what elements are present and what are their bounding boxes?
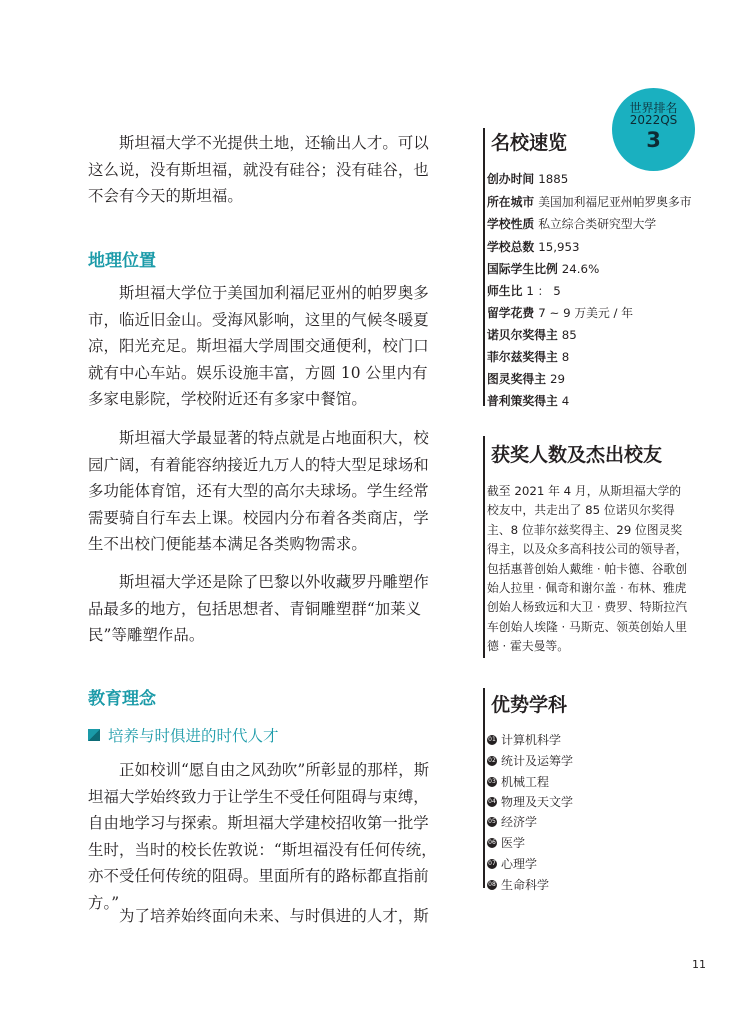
edu-paragraph-2: 为了培养始终面向未来、与时俱进的人才，斯 <box>119 907 429 925</box>
subject-item: 04 物理及天文学 <box>488 795 574 809</box>
fact-item: 普利策奖得主 4 <box>487 394 570 408</box>
number-icon: 01 <box>488 736 496 743</box>
ranking-badge <box>612 88 695 171</box>
fact-item: 图灵奖得主 29 <box>487 372 566 386</box>
fact-item: 所在城市 美国加利福尼亚州帕罗奥多市 <box>487 195 692 209</box>
geo-paragraph-1: 斯坦福大学位于美国加利福尼亚州的帕罗奥多市，临近旧金山。受海风影响，这里的气候冬暖夏凉，阳光充足。斯坦福大学周围交通便利，校门口就有中心车站。娱乐设施丰富，方圆 10 公里内有多家电影院，学校附近还有多家中餐馆。 <box>88 284 429 408</box>
number-icon: 08 <box>488 881 496 888</box>
subject-item: 01 计算机科学 <box>488 733 562 747</box>
number-icon: 02 <box>488 757 496 764</box>
fact-item: 师生比 1 ： 5 <box>487 284 561 298</box>
number-icon: 06 <box>488 839 496 846</box>
geo-heading: 地理位置 <box>88 251 156 271</box>
edu-subheading <box>88 724 279 746</box>
fact-item: 学校性质 私立综合类研究型大学 <box>487 217 657 231</box>
badge-year: 2022QS <box>629 113 678 127</box>
awards-rule <box>483 436 485 658</box>
subject-item: 06 医学 <box>488 836 526 850</box>
fact-item: 创办时间 1885 <box>487 172 569 186</box>
awards-title: 获奖人数及杰出校友 <box>491 444 663 466</box>
edu-paragraph-1: 正如校训“愿自由之风劲吹”所彰显的那样，斯坦福大学始终致力于让学生不受任何阻碍与束缚，自由地学习与探索。斯坦福大学建校招收第一批学生时，当时的校长佐敦说：“斯坦福没有任何传统，亦不受任何传统的阻碍。里面所有的路标都直指前方。” <box>88 761 437 912</box>
square-bullet-icon <box>88 729 100 741</box>
facts-title-block <box>483 128 567 174</box>
number-icon: 05 <box>488 818 496 825</box>
awards-text: 截至 2021 年 4 月，从斯坦福大学的校友中，共走出了 85 位诺贝尔奖得主、8 位菲尔兹奖得主、29 位图灵奖得主，以及众多高科技公司的领导者，包括惠普创始人戴维 · 帕卡德、谷歌创始人拉里 · 佩奇和谢尔盖 · 布林、雅虎创始人杨致远和大卫 · 费罗、特斯拉汽车创始人埃隆 · 马斯克、领英创始人里德 · 霍夫曼等。 <box>487 484 688 654</box>
facts-rule <box>483 128 485 406</box>
intro-paragraph: 斯坦福大学不光提供土地，还输出人才。可以这么说，没有斯坦福，就没有硅谷；没有硅谷，也不会有今天的斯坦福。 <box>88 134 429 205</box>
page-number: 11 <box>692 958 706 971</box>
subjects-rule <box>483 688 485 888</box>
fact-item: 诺贝尔奖得主 85 <box>487 328 577 342</box>
fact-item: 留学花费 7 ~ 9 万美元 / 年 <box>487 306 634 320</box>
fact-item: 菲尔兹奖得主 8 <box>487 350 570 364</box>
facts-title: 名校速览 <box>491 132 568 154</box>
number-icon: 03 <box>488 778 496 785</box>
subject-item: 07 心理学 <box>488 857 538 871</box>
edu-subheading-text: 培养与时俱进的时代人才 <box>108 727 279 745</box>
number-icon: 04 <box>488 798 496 805</box>
number-icon: 07 <box>488 860 496 867</box>
subject-item: 02 统计及运筹学 <box>488 754 574 768</box>
subject-item: 05 经济学 <box>488 815 538 829</box>
subject-item: 03 机械工程 <box>488 775 550 789</box>
fact-item: 学校总数 15,953 <box>487 240 580 254</box>
geo-paragraph-2: 斯坦福大学最显著的特点就是占地面积大，校园广阔，有着能容纳接近九万人的特大型足球场和多功能体育馆，还有大型的高尔夫球场。学生经常需要骑自行车去上课。校园内分布着各类商店，学生不出校门便能基本满足各类购物需求。 <box>88 429 429 553</box>
subject-item: 08 生命科学 <box>488 878 550 892</box>
subjects-title: 优势学科 <box>491 694 568 716</box>
badge-rank: 3 <box>646 128 661 152</box>
badge-caption: 世界排名 <box>629 101 678 115</box>
edu-heading: 教育理念 <box>88 689 156 709</box>
geo-paragraph-3: 斯坦福大学还是除了巴黎以外收藏罗丹雕塑作品最多的地方，包括思想者、青铜雕塑群“加莱义民”等雕塑作品。 <box>88 573 429 644</box>
fact-item: 国际学生比例 24.6% <box>487 262 600 276</box>
